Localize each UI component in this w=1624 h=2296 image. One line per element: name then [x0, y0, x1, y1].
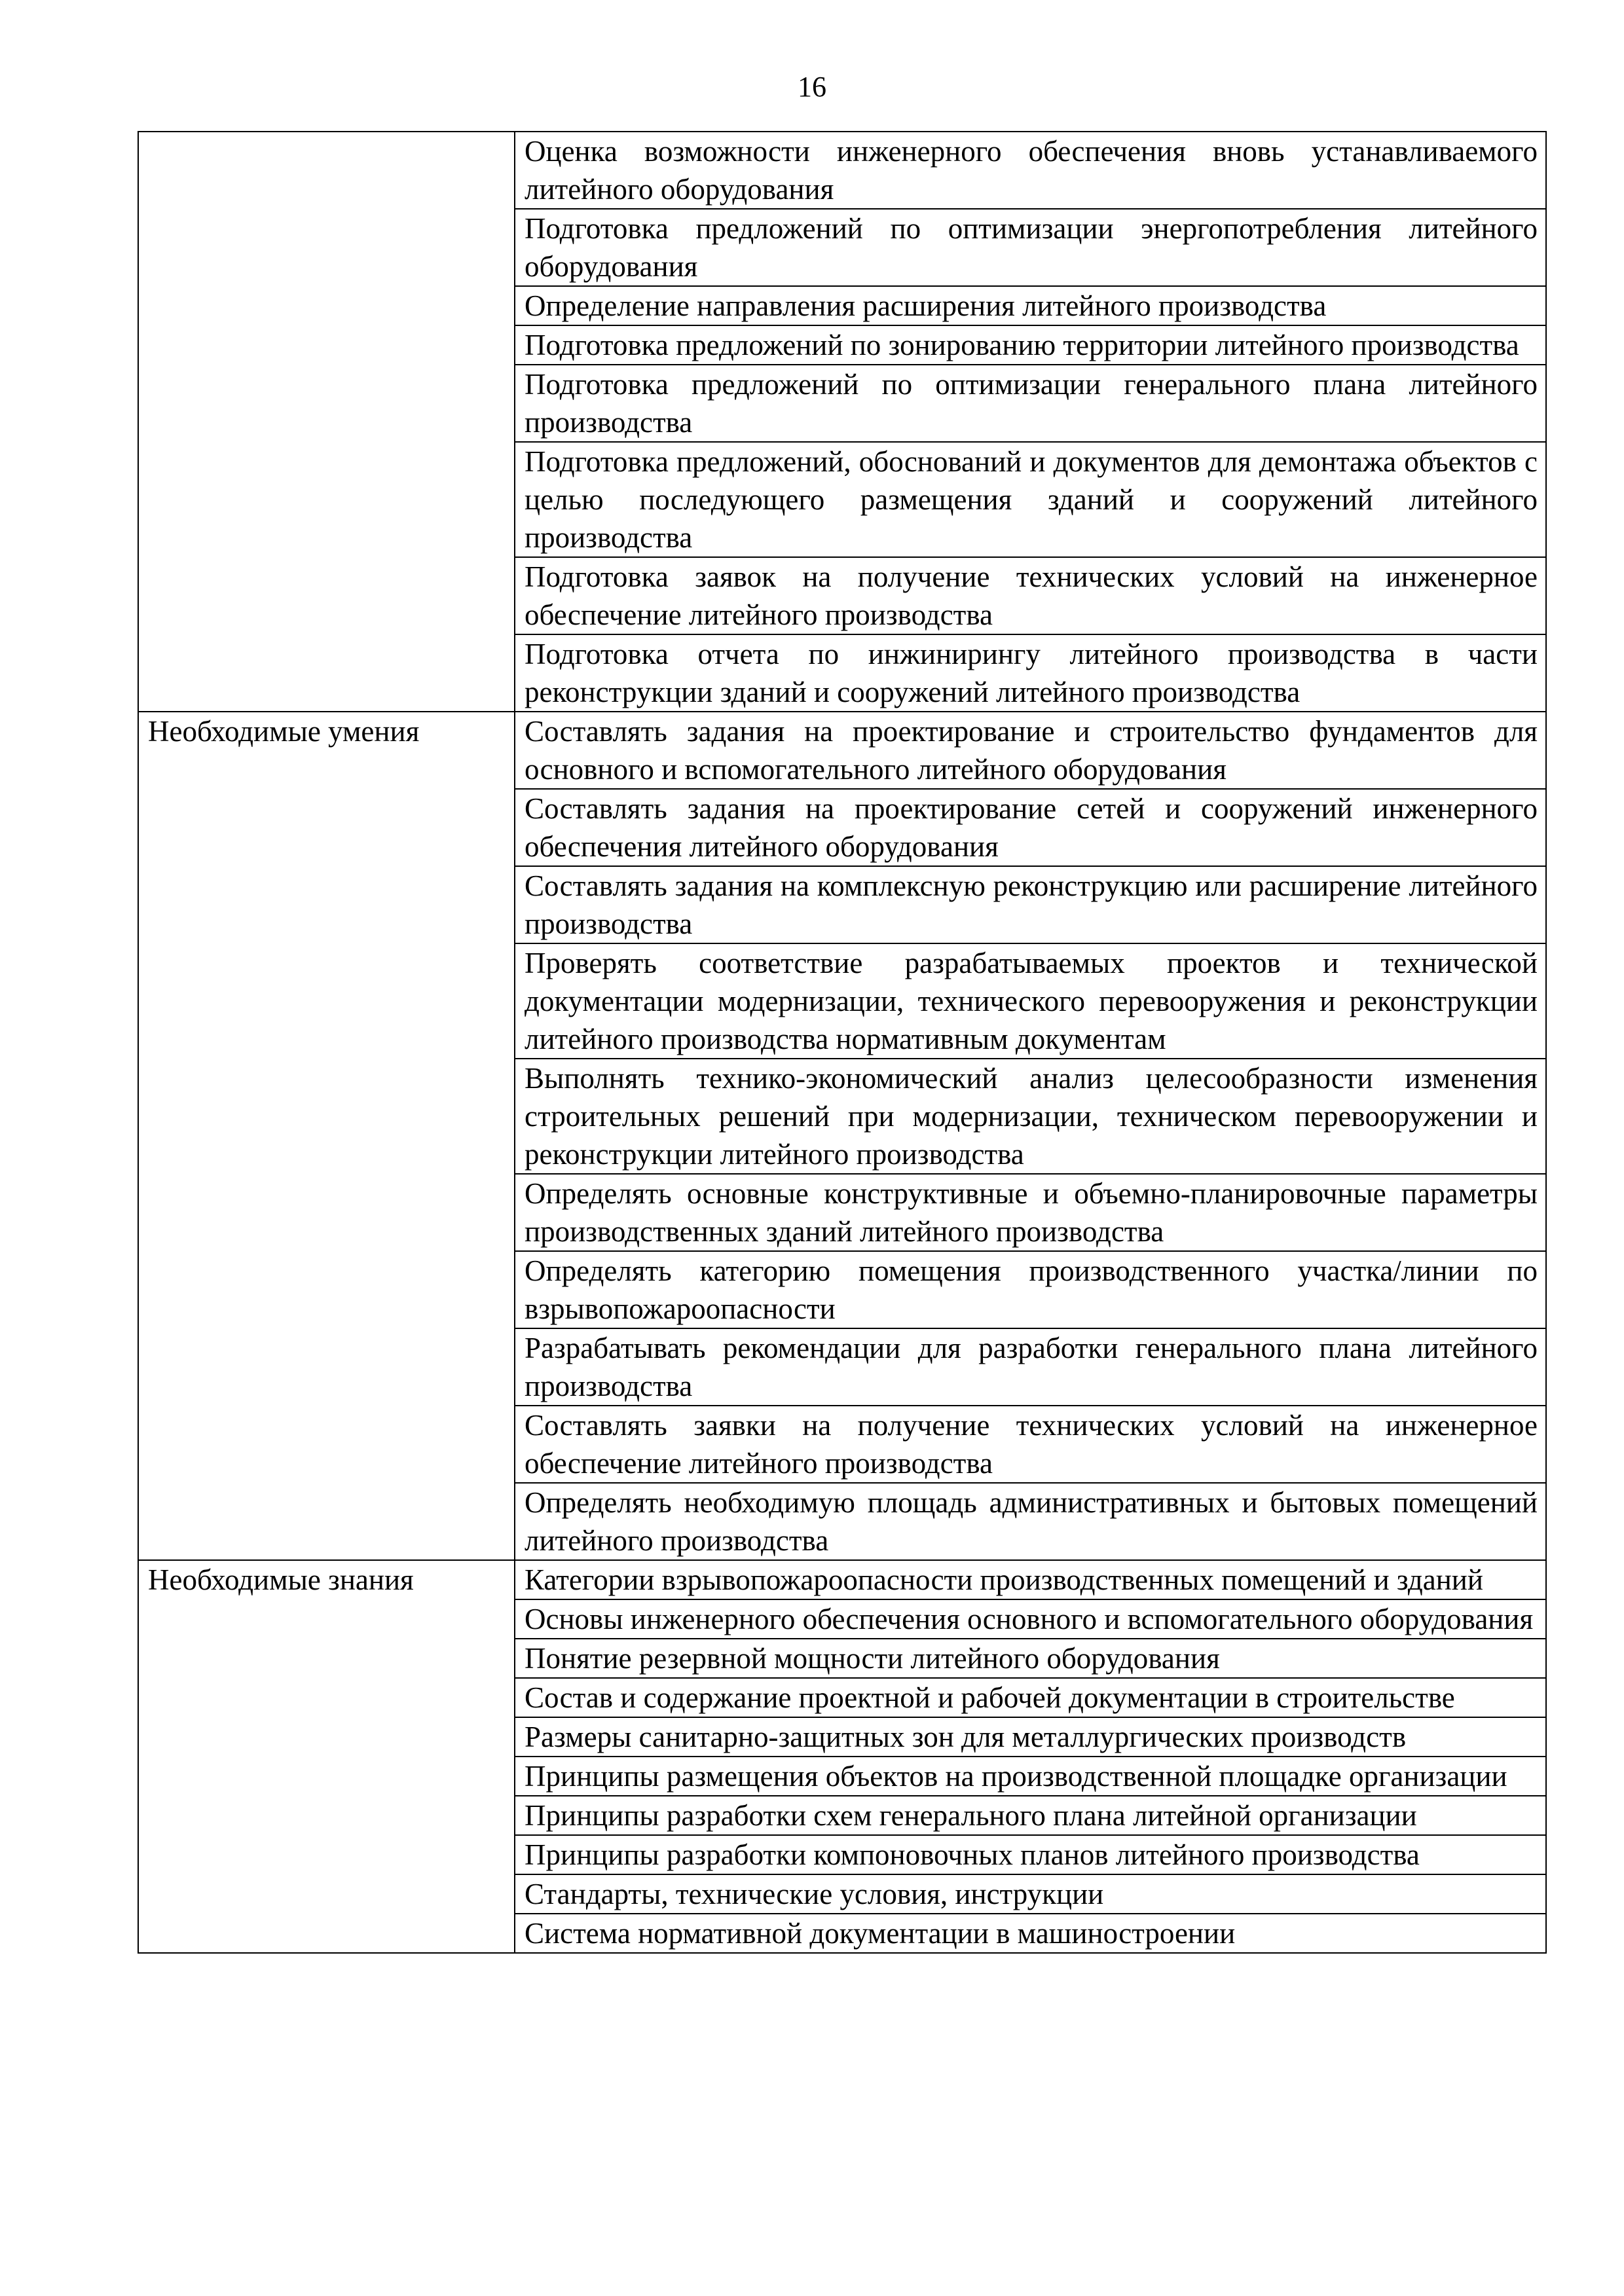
- section-item: Составлять заявки на получение технических условий на инженерное обеспечение литейного производства: [515, 1406, 1546, 1483]
- table-row: [138, 1560, 1546, 1599]
- competency-table: [138, 131, 1547, 1954]
- section-item: Система нормативной документации в машиностроении: [515, 1914, 1546, 1953]
- section-item: Оценка возможности инженерного обеспечения вновь устанавливаемого литейного оборудования: [515, 132, 1546, 209]
- section-category: Необходимые умения: [138, 712, 515, 1560]
- section-item: Состав и содержание проектной и рабочей документации в строительстве: [515, 1678, 1546, 1717]
- table-row: [138, 132, 1546, 209]
- section-item: Определять категорию помещения производственного участка/линии по взрывопожароопасности: [515, 1251, 1546, 1328]
- section-item: Определять необходимую площадь административных и бытовых помещений литейного производства: [515, 1483, 1546, 1560]
- table-row: [138, 712, 1546, 789]
- section-item: Подготовка предложений по оптимизации энергопотребления литейного оборудования: [515, 209, 1546, 286]
- section-item: Выполнять технико-экономический анализ целесообразности изменения строительных решений при модернизации, техническом перевооружении и реконструкции литейного производства: [515, 1059, 1546, 1174]
- section-item: Подготовка предложений по оптимизации генерального плана литейного производства: [515, 365, 1546, 442]
- section-item: Определение направления расширения литейного производства: [515, 286, 1546, 325]
- section-item: Понятие резервной мощности литейного оборудования: [515, 1639, 1546, 1678]
- section-item: Составлять задания на проектирование и строительство фундаментов для основного и вспомогательного литейного оборудования: [515, 712, 1546, 789]
- section-item: Проверять соответствие разрабатываемых проектов и технической документации модернизации, технического перевооружения и реконструкции литейного производства нормативным документам: [515, 943, 1546, 1059]
- section-item: Подготовка предложений, обоснований и документов для демонтажа объектов с целью последующего размещения зданий и сооружений литейного производства: [515, 442, 1546, 557]
- page-number: 16: [798, 71, 826, 103]
- section-item: Составлять задания на проектирование сетей и сооружений инженерного обеспечения литейного оборудования: [515, 789, 1546, 866]
- section-item: Принципы разработки компоновочных планов литейного производства: [515, 1835, 1546, 1874]
- section-item: Размеры санитарно-защитных зон для металлургических производств: [515, 1717, 1546, 1757]
- section-item: Принципы размещения объектов на производственной площадке организации: [515, 1757, 1546, 1796]
- section-item: Принципы разработки схем генерального плана литейной организации: [515, 1796, 1546, 1835]
- section-item: Стандарты, технические условия, инструкции: [515, 1874, 1546, 1914]
- section-item: Составлять задания на комплексную реконструкцию или расширение литейного производства: [515, 866, 1546, 943]
- section-item: Подготовка заявок на получение технических условий на инженерное обеспечение литейного производства: [515, 557, 1546, 634]
- section-item: Категории взрывопожароопасности производственных помещений и зданий: [515, 1560, 1546, 1599]
- section-category: [138, 132, 515, 712]
- section-item: Основы инженерного обеспечения основного и вспомогательного оборудования: [515, 1599, 1546, 1639]
- table-body: [138, 132, 1546, 1953]
- section-item: Разрабатывать рекомендации для разработки генерального плана литейного производства: [515, 1328, 1546, 1406]
- section-item: Определять основные конструктивные и объемно-планировочные параметры производственных зданий литейного производства: [515, 1174, 1546, 1251]
- section-item: Подготовка отчета по инжинирингу литейного производства в части реконструкции зданий и сооружений литейного производства: [515, 634, 1546, 712]
- section-category: Необходимые знания: [138, 1560, 515, 1953]
- section-item: Подготовка предложений по зонированию территории литейного производства: [515, 325, 1546, 365]
